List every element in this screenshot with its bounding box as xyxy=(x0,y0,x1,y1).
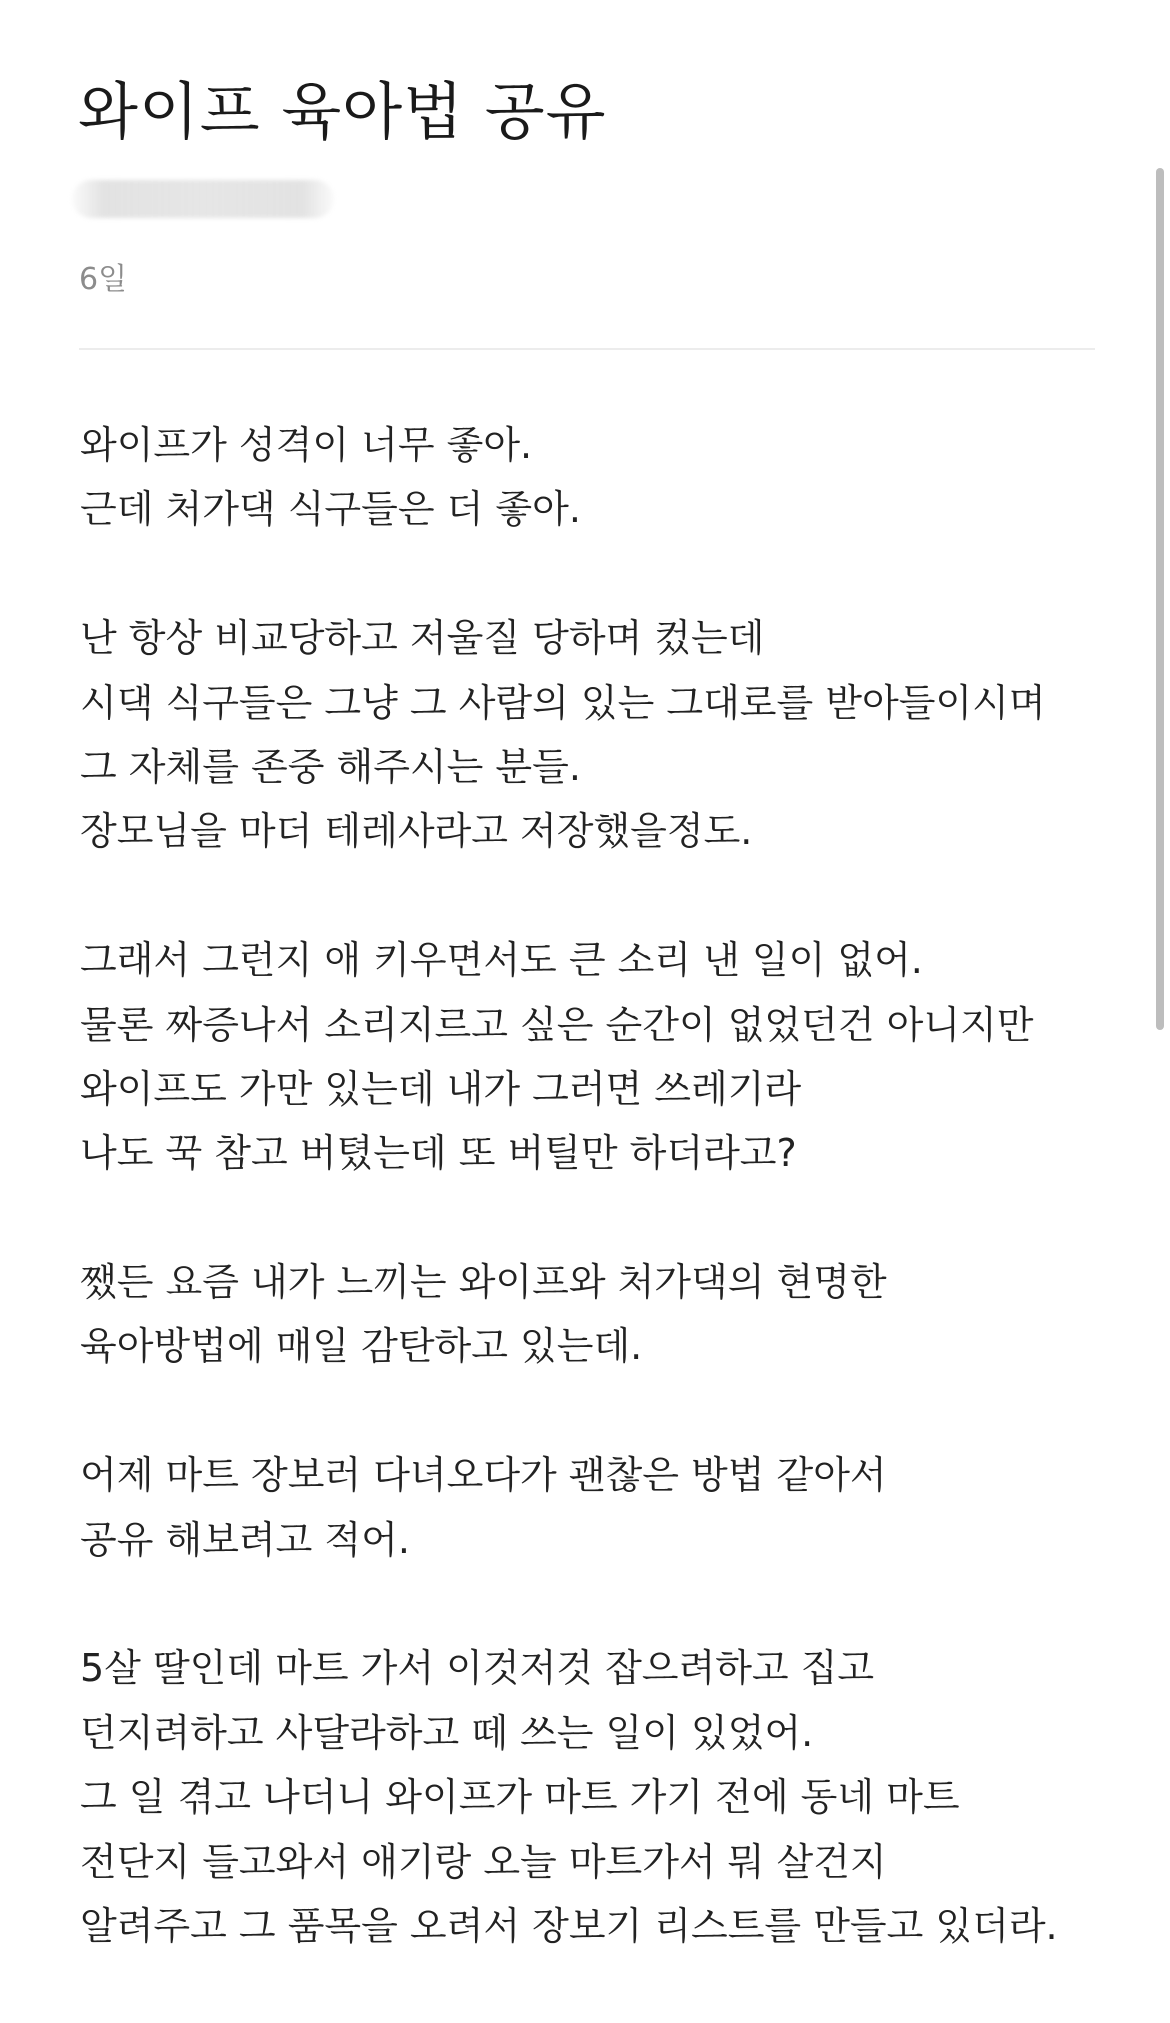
post-date: 6일 xyxy=(79,262,128,297)
body-line: 어제 마트 장보러 다녀오다가 괜찮은 방법 같아서 xyxy=(80,1453,887,1498)
paragraph xyxy=(80,1636,1120,1958)
body-line: 그 일 겪고 나더니 와이프가 마트 가기 전에 동네 마트 xyxy=(80,1775,960,1820)
body-line: 난 항상 비교당하고 저울질 당하며 컸는데 xyxy=(80,616,765,661)
body-line: 5살 딸인데 마트 가서 이것저것 잡으려하고 집고 xyxy=(80,1646,875,1691)
header-divider xyxy=(79,348,1095,350)
body-line: 장모님을 마더 테레사라고 저장했을정도. xyxy=(80,809,753,854)
body-line: 시댁 식구들은 그냥 그 사람의 있는 그대로를 받아들이시며 xyxy=(80,680,1046,725)
body-line: 와이프도 가만 있는데 내가 그러면 쓰레기라 xyxy=(80,1066,802,1111)
paragraph xyxy=(80,928,1120,1186)
body-line: 와이프가 성격이 너무 좋아. xyxy=(80,423,533,467)
body-line: 쨌든 요즘 내가 느끼는 와이프와 처가댁의 현명한 xyxy=(80,1260,887,1305)
author-name-redacted xyxy=(72,180,334,218)
paragraph xyxy=(80,1443,1120,1572)
paragraph xyxy=(80,606,1120,864)
body-line: 근데 처가댁 식구들은 더 좋아. xyxy=(80,487,581,532)
body-line: 공유 해보려고 적어. xyxy=(80,1517,410,1562)
body-line: 육아방법에 매일 감탄하고 있는데. xyxy=(80,1324,643,1369)
body-line: 알려주고 그 품목을 오려서 장보기 리스트를 만들고 있더라. xyxy=(80,1903,1058,1948)
paragraph xyxy=(80,413,1120,542)
post-title: 와이프 육아법 공유 xyxy=(78,75,607,148)
post-body xyxy=(80,413,1120,2023)
body-line: 던지려하고 사달라하고 떼 쓰는 일이 있었어. xyxy=(80,1710,814,1755)
body-line: 그 자체를 존중 해주시는 분들. xyxy=(80,744,581,789)
body-line: 나도 꾹 참고 버텼는데 또 버틸만 하더라고? xyxy=(80,1131,797,1176)
paragraph xyxy=(80,1250,1120,1379)
body-line: 전단지 들고와서 애기랑 오늘 마트가서 뭐 살건지 xyxy=(80,1839,887,1884)
body-line: 그래서 그런지 애 키우면서도 큰 소리 낸 일이 없어. xyxy=(80,938,923,983)
body-line: 물론 짜증나서 소리지르고 싶은 순간이 없었던건 아니지만 xyxy=(80,1002,1034,1047)
scrollbar[interactable] xyxy=(1156,168,1164,1030)
